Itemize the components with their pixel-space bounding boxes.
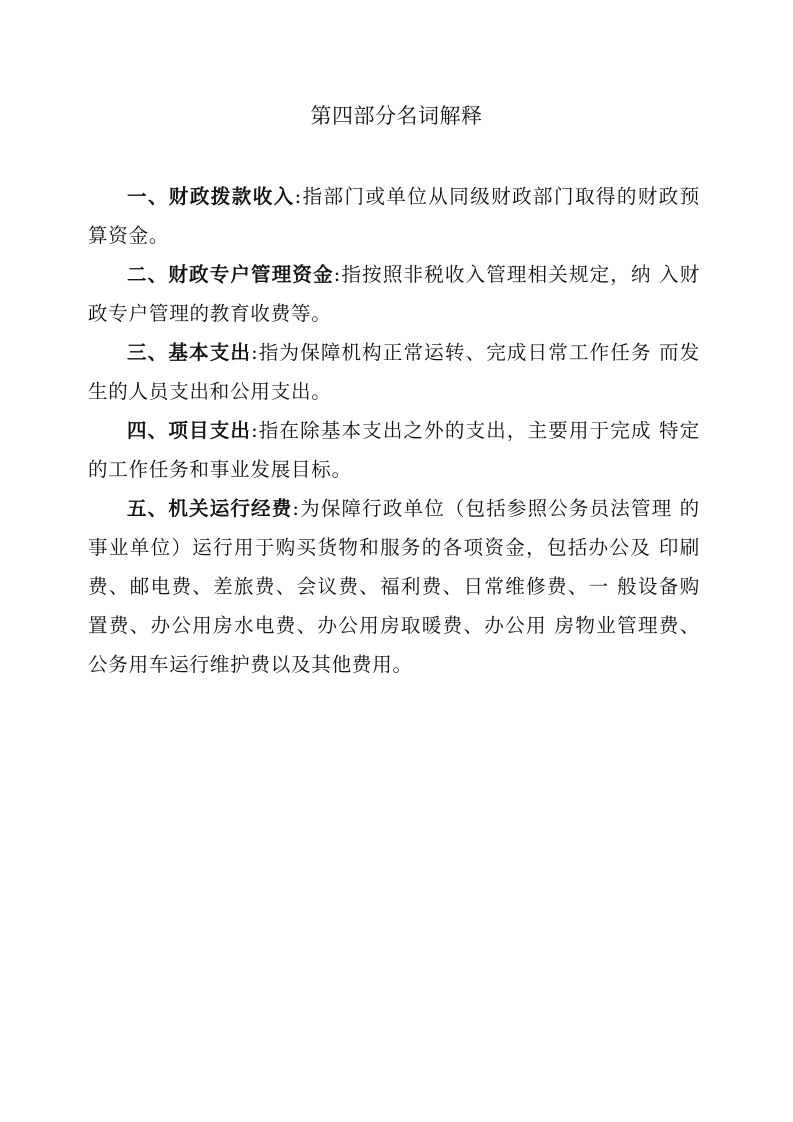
definition-text: :指部门或单位从同级财政部门取得的财政预算资金。 [88, 185, 700, 247]
definition-term: 一、财政拨款收入 [127, 185, 295, 208]
page-title: 第四部分名词解释 [310, 104, 483, 128]
definition-item [88, 177, 700, 255]
definition-item [88, 333, 700, 411]
definition-item [88, 255, 700, 333]
definition-item [88, 489, 700, 684]
definition-term: 四、项目支出 [127, 419, 252, 442]
definition-text: :指为保障机构正常运转、完成日常工作任务 而发生的人员支出和公用支出。 [88, 341, 700, 403]
definition-term: 五、机关运行经费 [127, 497, 293, 520]
definition-text: :指按照非税收入管理相关规定，纳 入财政专户管理的教育收费等。 [88, 263, 700, 325]
definition-text: :为保障行政单位（包括参照公务员法管理 的事业单位）运行用于购买货物和服务的各项资金，包括办公及 印刷费、邮电费、差旅费、会议费、福利费、日常维修费、一 般设备购置费、办公用房水电费、办公用房取暖费、办公用 房物业管理费、公务用车运行维护费以及其他费用。 [88, 497, 700, 676]
definition-term: 三、基本支出 [127, 341, 252, 364]
definition-text: :指在除基本支出之外的支出，主要用于完成 特定的工作任务和事业发展目标。 [88, 419, 700, 481]
definition-term: 二、财政专户管理资金 [127, 263, 334, 286]
definitions-list [88, 177, 700, 684]
definition-item [88, 411, 700, 489]
